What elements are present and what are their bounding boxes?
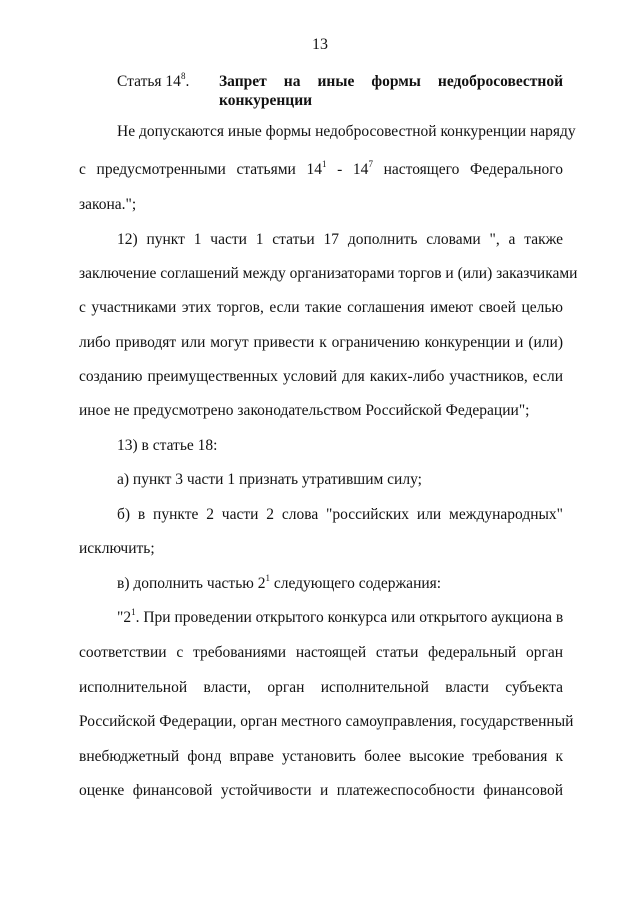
text-line: Не допускаются иные формы недобросовестной конкуренции наряду — [117, 123, 576, 140]
superscript: 7 — [368, 159, 373, 169]
text-line: иное не предусмотрено законодательством Российской Федерации"; — [79, 402, 530, 419]
text-fragment: . При проведении открытого конкурса или открытого аукциона в — [135, 609, 564, 626]
text-line: либо приводят или могут привести к ограничению конкуренции и (или) — [79, 334, 563, 351]
text-line: созданию преимущественных условий для каких-либо участников, если — [79, 368, 563, 385]
article-label-dot: . — [185, 73, 190, 90]
article-title-line-1: Запрет на иные формы недобросовестной — [219, 73, 563, 90]
text-line: Российской Федерации, орган местного самоуправления, государственный — [79, 713, 574, 730]
text-line: 12) пункт 1 части 1 статьи 17 дополнить словами ", а также — [117, 231, 563, 248]
article-label-text: Статья 14 — [117, 73, 181, 90]
text-line-with-ref — [117, 608, 563, 628]
text-line-with-refs — [79, 160, 563, 180]
text-fragment: следующего содержания: — [269, 575, 442, 592]
text-line: с участниками этих торгов, если такие соглашения имеют своей целью — [79, 299, 563, 316]
article-label — [117, 72, 189, 92]
text-line: 13) в статье 18: — [117, 437, 218, 454]
article-label-sup: 8 — [180, 71, 186, 81]
text-line: внебюджетный фонд вправе установить более высокие требования к — [79, 748, 563, 765]
text-fragment: в) дополнить частью 2 — [117, 575, 266, 592]
text-line-with-ref — [117, 574, 563, 594]
page-number: 13 — [312, 36, 328, 53]
article-title-line-2: конкуренции — [219, 92, 313, 109]
text-line: оценке финансовой устойчивости и платежеспособности финансовой — [79, 782, 563, 799]
text-fragment: с предусмотренными статьями 14 — [79, 161, 322, 178]
text-fragment: - 14 — [326, 161, 369, 178]
text-fragment: настоящего Федерального — [372, 161, 563, 178]
text-line: заключение соглашений между организаторами торгов и (или) заказчиками — [79, 265, 578, 282]
superscript: 1 — [321, 159, 327, 169]
text-line: исполнительной власти, орган исполнительной власти субъекта — [79, 679, 563, 696]
superscript: 1 — [265, 573, 270, 583]
text-line: б) в пункте 2 части 2 слова "российских или международных" — [117, 506, 563, 523]
superscript: 1 — [131, 607, 136, 617]
text-line: закона."; — [79, 196, 137, 213]
text-line: исключить; — [79, 540, 155, 557]
text-line: а) пункт 3 части 1 признать утратившим силу; — [117, 471, 422, 488]
text-line: соответствии с требованиями настоящей статьи федеральный орган — [79, 644, 563, 661]
text-fragment: "2 — [117, 609, 132, 626]
